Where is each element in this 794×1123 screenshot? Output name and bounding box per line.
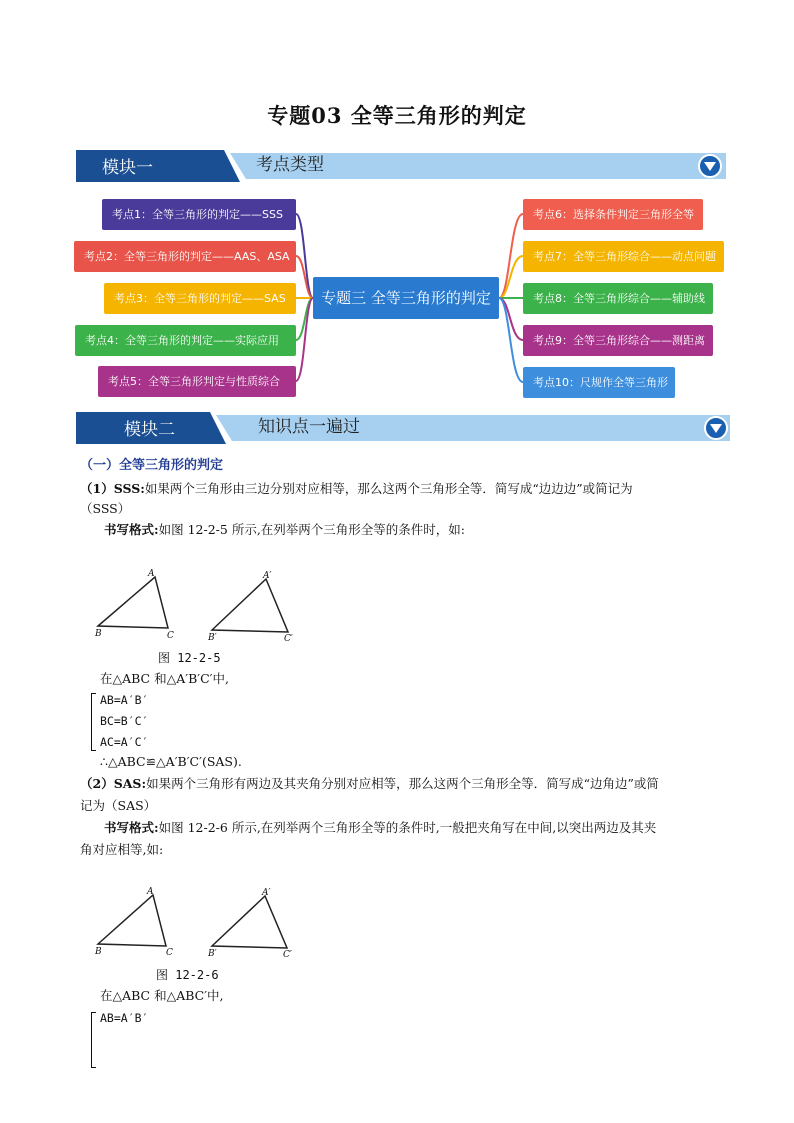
vertex-label: B′	[208, 633, 217, 643]
figure-caption-1: 图 12-2-5	[158, 651, 221, 665]
sas-definition-line1	[80, 774, 659, 794]
format-text: 如图 12-2-5 所示,在列举两个三角形全等的条件时，如:	[158, 522, 466, 537]
node-label: 考点9：全等三角形综合——测距离	[533, 334, 705, 347]
condition-line: AB=A′B′	[100, 693, 149, 707]
triangle-abc	[98, 895, 166, 946]
triangle-abc-prime	[212, 579, 288, 632]
sss-definition-line2: （SSS）	[80, 501, 131, 516]
vertex-label: A	[148, 569, 155, 579]
sss-definition-line1	[80, 479, 633, 499]
vertex-label: B′	[208, 949, 217, 959]
vertex-label: C	[167, 631, 174, 641]
format-label: 书写格式:	[104, 820, 159, 835]
module-banner-1	[74, 148, 734, 184]
section-heading: （一）全等三角形的判定	[80, 458, 224, 473]
module-subtitle: 考点类型	[256, 155, 324, 175]
vertex-label: B	[95, 629, 102, 639]
vertex-label: A	[147, 887, 154, 897]
sas-definition-line2: 记为（SAS）	[80, 798, 157, 813]
mindmap-node-right-1	[523, 199, 703, 230]
mindmap-node-left-5	[98, 366, 296, 397]
format-note-2	[104, 818, 656, 838]
mindmap-node-left-4	[75, 325, 296, 356]
mindmap-center-node: 专题三 全等三角形的判定	[313, 277, 499, 319]
node-label: 考点4：全等三角形的判定——实际应用	[85, 334, 279, 347]
node-label: 考点2：全等三角形的判定——AAS、ASA	[84, 250, 290, 263]
vertex-label: A′	[263, 571, 272, 581]
format-text: 如图 12-2-6 所示,在列举两个三角形全等的条件时,一般把夹角写在中间,以突出两边及其夹	[158, 820, 657, 835]
format-note-2-line2: 角对应相等,如:	[80, 842, 164, 857]
figure-12-2-5	[90, 566, 310, 646]
format-note-1	[104, 520, 465, 540]
page-title: 专题03 全等三角形的判定	[267, 103, 527, 128]
module-label: 模块二	[124, 420, 175, 440]
node-label: 考点6：选择条件判定三角形全等	[533, 208, 694, 221]
mindmap-node-left-1	[102, 199, 296, 230]
sss-label: （1）SSS:	[80, 481, 145, 496]
condition-line: AB=A′B′	[100, 1011, 149, 1025]
mindmap-node-right-4	[523, 325, 713, 356]
mindmap-node-left-3	[104, 283, 296, 314]
vertex-label: B	[95, 947, 102, 957]
node-label: 考点10：尺规作全等三角形	[533, 376, 668, 389]
sss-text: 如果两个三角形由三边分别对应相等，那么这两个三角形全等．简写成“边边边”或简记为	[144, 481, 633, 496]
format-label: 书写格式:	[104, 522, 159, 537]
node-label: 考点5：全等三角形判定与性质综合	[108, 375, 280, 388]
node-label: 考点3：全等三角形的判定——SAS	[114, 292, 286, 305]
given-statement-1: 在△ABC 和△A′B′C′中,	[100, 671, 229, 686]
sas-text: 如果两个三角形有两边及其夹角分别对应相等，那么这两个三角形全等．简写成“边角边”或简	[146, 776, 659, 791]
conclusion-1: ∴△ABC≌△A′B′C′(SAS).	[100, 754, 242, 769]
figure-caption-2: 图 12-2-6	[156, 968, 219, 982]
condition-line: BC=B′C′	[100, 714, 149, 728]
mindmap-node-left-2	[74, 241, 296, 272]
mindmap-node-right-5	[523, 367, 675, 398]
mindmap-node-right-2	[523, 241, 724, 272]
node-label: 考点8：全等三角形综合——辅助线	[533, 292, 705, 305]
mindmap-node-right-3	[523, 283, 713, 314]
condition-brace-2	[91, 1012, 96, 1068]
node-label: 考点7：全等三角形综合——动点问题	[533, 250, 716, 263]
node-label: 考点1：全等三角形的判定——SSS	[112, 208, 283, 221]
condition-line: AC=A′C′	[100, 735, 149, 749]
vertex-label: C	[166, 948, 173, 958]
module-banner-2	[74, 410, 734, 446]
module-subtitle: 知识点一遍过	[258, 417, 360, 437]
given-statement-2: 在△ABC 和△ABC′中,	[100, 988, 224, 1003]
vertex-label: C′	[284, 634, 293, 644]
vertex-label: C′	[283, 950, 292, 960]
module-label: 模块一	[102, 158, 153, 178]
condition-brace-1	[91, 693, 96, 751]
triangle-abc	[98, 577, 168, 628]
sas-label: （2）SAS:	[80, 776, 147, 791]
vertex-label: A′	[262, 888, 271, 898]
triangle-abc-prime	[212, 896, 287, 948]
figure-12-2-6	[90, 884, 310, 964]
